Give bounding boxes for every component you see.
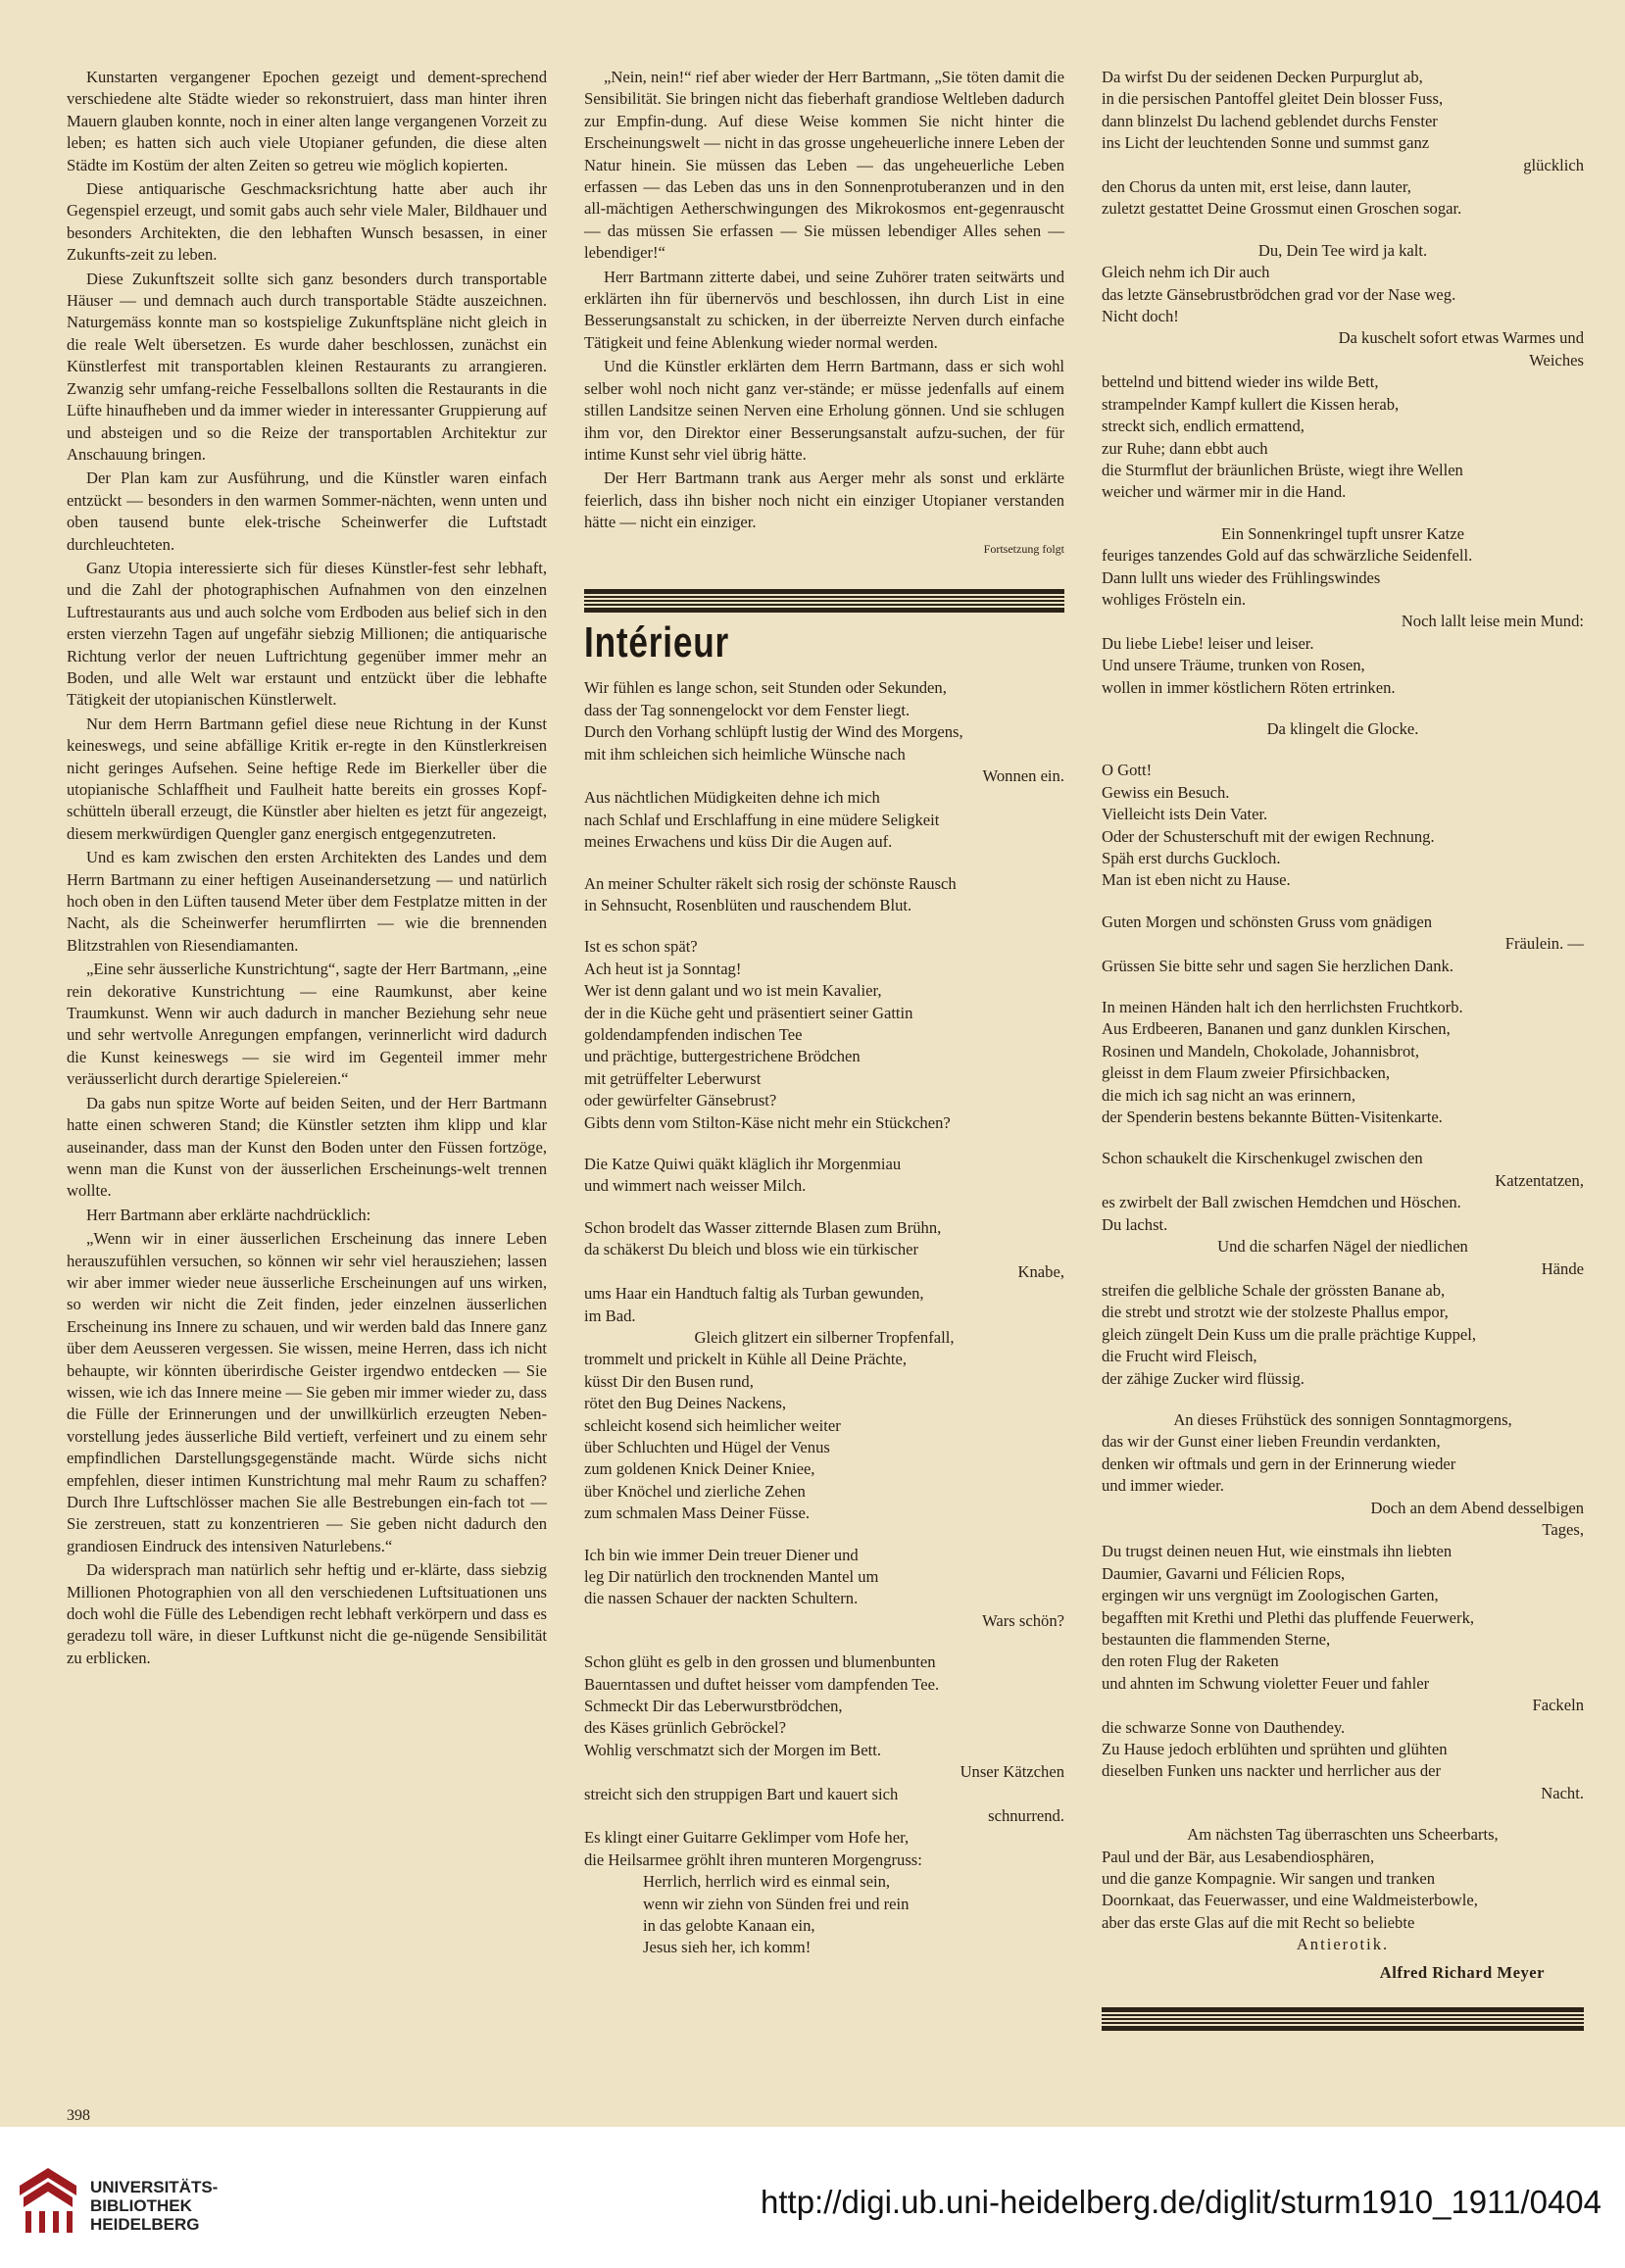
poem-line: die mich ich sag nicht an was erinnern, xyxy=(1102,1085,1355,1105)
continuation-note: Fortsetzung folgt xyxy=(983,541,1064,556)
poem-line: in das gelobte Kanaan ein, xyxy=(643,1916,815,1936)
poem-line: wohliges Frösteln ein. xyxy=(1102,589,1247,609)
poem-line: bestaunten die flammenden Sterne, xyxy=(1102,1630,1331,1649)
poem-line: Knabe, xyxy=(1017,1261,1064,1281)
poem-line: Wonnen ein. xyxy=(982,765,1064,785)
article-paragraph: Der Plan kam zur Ausführung, und die Künstler waren einfach entzückt — besonders in den warmen Sommer-nächten, wenn unten und oben tausend bunte elek-trische Scheinwerfer die Luftstadt durchleuchteten. xyxy=(67,468,547,554)
author-signature: Alfred Richard Meyer xyxy=(1379,1962,1545,1982)
article-paragraph: Herr Bartmann aber erklärte nachdrücklich: xyxy=(86,1205,371,1224)
article-paragraph: Nur dem Herrn Bartmann gefiel diese neue Richtung in der Kunst keineswegs, und seine abfällige Kritik er-regte in den Künstlerkreisen nicht geringes Aufsehen. Seine heftige Rede im Bierkeller über die utopianische Schlaffheit und Faulheit hatte bereits ein grosses Kopf-schütteln überall erzeugt, die Künstler aber hielten es jetzt für angezeigt, diesem merkwürdigen Quengler ganz energisch entgegenzutreten. xyxy=(67,714,547,843)
library-logo-icon xyxy=(18,2166,78,2237)
poem-line: Noch lallt leise mein Mund: xyxy=(1401,612,1584,631)
poem-line: Hände xyxy=(1541,1258,1584,1278)
poem-line: über Knöchel und zierliche Zehen xyxy=(584,1481,806,1501)
poem-line: Ach heut ist ja Sonntag! xyxy=(584,959,742,978)
poem-line: trommelt und prickelt in Kühle all Deine Prächte, xyxy=(584,1350,908,1369)
poem-line: streifen die gelbliche Schale der grössten Banane ab, xyxy=(1102,1280,1446,1300)
poem-line: Ein Sonnenkringel tupft unsrer Katze xyxy=(1221,523,1464,543)
poem-line: Weiches xyxy=(1529,350,1584,370)
poem-line: Da wirfst Du der seidenen Decken Purpurglut ab, xyxy=(1102,68,1423,86)
poem-line: Am nächsten Tag überraschten uns Scheerbarts, xyxy=(1187,1825,1499,1845)
poem-line: Gleich glitzert ein silberner Tropfenfall, xyxy=(694,1327,955,1347)
poem-line: gleisst in dem Flaum zweier Pfirsichbacken, xyxy=(1102,1063,1391,1083)
poem-line: nach Schlaf und Erschlaffung in eine müdere Seligkeit xyxy=(584,810,940,829)
poem-line: Ist es schon spät? xyxy=(584,937,698,957)
poem-line: An dieses Frühstück des sonnigen Sonntagmorgens, xyxy=(1173,1409,1512,1429)
permalink-url[interactable]: http://digi.ub.uni-heidelberg.de/diglit/sturm1910_1911/0404 xyxy=(761,2184,1601,2220)
poem-line: leg Dir natürlich den trocknenden Mantel um xyxy=(584,1566,879,1586)
poem-line: Gibts denn vom Stilton-Käse nicht mehr ein Stückchen? xyxy=(584,1112,951,1132)
poem-line: rötet den Bug Deines Nackens, xyxy=(584,1394,786,1413)
poem-line: Zu Hause jedoch erblühten und sprühten und glühten xyxy=(1102,1740,1448,1759)
article-paragraph: Diese antiquarische Geschmacksrichtung hatte aber auch ihr Gegenspiel erzeugt, und somit gabs auch sehr viele Maler, Bildhauer und besonders Architekten, die den lebhaften Wunsch besassen, in einer Zukunfts-zeit zu leben. xyxy=(67,179,547,265)
library-name-line: HEIDELBERG xyxy=(90,2215,200,2234)
poem-line: meines Erwachens und küss Dir die Augen auf. xyxy=(584,832,893,852)
poem-line: begafften mit Krethi und Plethi das pluffende Feuerwerk, xyxy=(1102,1607,1475,1627)
poem-line: Und unsere Träume, trunken von Rosen, xyxy=(1102,656,1365,675)
poem-line: in Sehnsucht, Rosenblüten und rauschendem Blut. xyxy=(584,896,912,914)
poem-line: Ich bin wie immer Dein treuer Diener und xyxy=(584,1545,859,1564)
poem-line: Durch den Vorhang schlüpft lustig der Wind des Morgens, xyxy=(584,722,963,742)
poem-line: gleich züngelt Dein Kuss um die pralle prächtige Kuppel, xyxy=(1102,1324,1477,1344)
poem-line: Aus nächtlichen Müdigkeiten dehne ich mich xyxy=(584,788,880,808)
poem-line: und wimmert nach weisser Milch. xyxy=(584,1176,807,1196)
article-paragraph: Da gabs nun spitze Worte auf beiden Seiten, und der Herr Bartmann hatte einen schweren Stand; die Künstler setzten ihm klipp und klar auseinander, dass man der Kunst den Boden unter den Füssen fortzöge, wenn man die Kunst von der äusserlichen Erscheinungs-welt trennen wollte. xyxy=(67,1093,547,1201)
poem-line: streicht sich den struppigen Bart und kauert sich xyxy=(584,1784,899,1803)
poem-line: bettelnd und bittend wieder ins wilde Bett, xyxy=(1102,372,1379,392)
poem-line: Rosinen und Mandeln, Chokolade, Johannisbrot, xyxy=(1102,1041,1420,1060)
poem-line: des Käses grünlich Gebröckel? xyxy=(584,1718,786,1738)
poem-line: Daumier, Gavarni und Félicien Rops, xyxy=(1102,1563,1346,1583)
poem-line: Herrlich, herrlich wird es einmal sein, xyxy=(643,1872,891,1892)
poem-line: und ahnten im Schwung violetter Feuer und fahler xyxy=(1102,1673,1430,1693)
poem-line: wollen in immer köstlichern Röten ertrinken. xyxy=(1102,677,1396,697)
poem-line: die strebt und strotzt wie der stolzeste Phallus empor, xyxy=(1102,1303,1449,1322)
poem-line: das wir der Gunst einer lieben Freundin verdankten, xyxy=(1102,1432,1441,1452)
poem-line: Katzentatzen, xyxy=(1495,1170,1584,1190)
article-paragraph: Kunstarten vergangener Epochen gezeigt und dement-sprechend verschiedene alte Städte wieder so rekonstruiert, dass man hinter ihren Mauern glauben konnte, noch in einer alten lange vergangenen Vorzeit zu leben; es hatten sich auch viele Utopianer gefunden, die diese alten Städte im Kostüm der alten Zeiten so getreu wie möglich kopierten. xyxy=(67,68,547,174)
poem-line: Unser Kätzchen xyxy=(960,1762,1064,1782)
poem-line: Paul und der Bär, aus Lesabendiosphären, xyxy=(1102,1847,1375,1866)
poem-line: Es klingt einer Guitarre Geklimper vom Hofe her, xyxy=(584,1828,910,1848)
poem-line: Nicht doch! xyxy=(1102,307,1179,326)
poem-body-part2 xyxy=(1102,67,1584,1934)
poem-line: goldendampfenden indischen Tee xyxy=(584,1025,803,1045)
library-name-line: BIBLIOTHEK xyxy=(90,2196,192,2215)
poem-line: wenn wir ziehn von Sünden frei und rein xyxy=(643,1894,910,1913)
poem-line: ins Licht der leuchtenden Sonne und summst ganz xyxy=(1102,133,1430,153)
article-paragraph: Und die Künstler erklärten dem Herrn Bartmann, dass er sich wohl selber wohl noch nicht ganz ver-stände; er müsse jedenfalls auf einem stillen Landsitze seinen Nerven eine Erholung gönnen. Und sie schlugen ihm vor, den Direktor einer Besserungsanstalt aufzu-suchen, der für intime Kunst sehr viel übrig hätte. xyxy=(584,357,1064,464)
poem-line: Wer ist denn galant und wo ist mein Kavalier, xyxy=(584,981,882,1001)
poem-line: dieselben Funken uns nackter und herrlicher aus der xyxy=(1102,1761,1442,1781)
poem-line: die Frucht wird Fleisch, xyxy=(1102,1347,1257,1366)
poem-line: ums Haar ein Handtuch faltig als Turban gewunden, xyxy=(584,1284,924,1304)
poem-line: mit getrüffelter Leberwurst xyxy=(584,1068,762,1088)
poem-line: Gleich nehm ich Dir auch xyxy=(1102,263,1270,282)
poem-line: Fackeln xyxy=(1532,1696,1584,1715)
poem-line: Doch an dem Abend desselbigen xyxy=(1370,1498,1584,1517)
poem-line: den Chorus da unten mit, erst leise, dann lauter, xyxy=(1102,177,1411,197)
poem-line: dann blinzelst Du lachend geblendet durchs Fenster xyxy=(1102,111,1438,130)
poem-line: den roten Flug der Raketen xyxy=(1102,1652,1279,1671)
column-middle xyxy=(584,67,1064,1959)
poem-line: Wir fühlen es lange schon, seit Stunden oder Sekunden, xyxy=(584,678,947,698)
poem-line: feuriges tanzendes Gold auf das schwärzliche Seidenfell. xyxy=(1102,546,1473,566)
poem-line: aber das erste Glas auf die mit Recht so beliebte xyxy=(1102,1912,1415,1932)
poem-line: Da kuschelt sofort etwas Warmes und xyxy=(1338,328,1584,348)
end-divider xyxy=(1102,2007,1584,2031)
poem-line: weicher und wärmer mir in die Hand. xyxy=(1102,482,1347,502)
poem-line: im Bad. xyxy=(584,1306,636,1325)
poem-line: es zwirbelt der Ball zwischen Hemdchen und Höschen. xyxy=(1102,1193,1461,1212)
section-divider xyxy=(584,589,1064,613)
poem-line: die nassen Schauer der nackten Schultern. xyxy=(584,1589,859,1608)
poem-line: Schmeckt Dir das Leberwurstbrödchen, xyxy=(584,1697,843,1715)
poem-line: Bauerntassen und duftet heisser vom dampfenden Tee. xyxy=(584,1674,940,1694)
poem-line: Und die scharfen Nägel der niedlichen xyxy=(1217,1237,1468,1257)
poem-line: schleicht kosend sich heimlicher weiter xyxy=(584,1415,841,1435)
library-name xyxy=(90,2178,218,2234)
page-number: 398 xyxy=(67,2107,90,2124)
poem-body-part1 xyxy=(584,677,1064,1959)
column-left xyxy=(67,67,547,1671)
poem-line: in die persischen Pantoffel gleitet Dein blosser Fuss, xyxy=(1102,89,1444,109)
poem-line: Man ist eben nicht zu Hause. xyxy=(1102,870,1291,890)
poem-line: An meiner Schulter räkelt sich rosig der schönste Rausch xyxy=(584,873,957,893)
library-name-line: UNIVERSITÄTS- xyxy=(90,2178,219,2196)
poem-line: denken wir oftmals und gern in der Erinnerung wieder xyxy=(1102,1454,1456,1473)
poem-line: In meinen Händen halt ich den herrlichsten Fruchtkorb. xyxy=(1102,998,1463,1017)
poem-line: zur Ruhe; dann ebbt auch xyxy=(1102,438,1268,458)
poem-line: mit ihm schleichen sich heimliche Wünsche nach xyxy=(584,744,906,764)
poem-line: streckt sich, endlich ermattend, xyxy=(1102,417,1305,436)
poem-line: strampelnder Kampf kullert die Kissen herab, xyxy=(1102,394,1400,414)
poem-line: Wars schön? xyxy=(982,1610,1064,1630)
story-continuation xyxy=(584,67,1064,534)
poem-line: Du lachst. xyxy=(1102,1214,1168,1234)
poem-line: Grüssen Sie bitte sehr und sagen Sie herzlichen Dank. xyxy=(1102,956,1453,975)
article-paragraph: „Eine sehr äusserliche Kunstrichtung“, sagte der Herr Bartmann, „eine rein dekorative Kunstrichtung — eine Raumkunst, aber keine Traumkunst. Wenn wir auch dadurch in mancher Beziehung sehr neue und sehr wertvolle Anregungen empfangen, verinnerlicht wird dadurch die Kunst keineswegs — sie wird im Gegenteil immer mehr veräusserlicht durch derartige Spielereien.“ xyxy=(67,960,547,1089)
poem-line: Wohlig verschmatzt sich der Morgen im Bett. xyxy=(584,1740,881,1759)
poem-line: zum goldenen Knick Deiner Kniee, xyxy=(584,1459,815,1479)
poem-line: küsst Dir den Busen rund, xyxy=(584,1371,754,1391)
poem-line: oder gewürfelter Gänsebrust? xyxy=(584,1091,777,1110)
poem-closing-word: Antierotik. xyxy=(1296,1935,1390,1954)
poem-line: Doornkaat, das Feuerwasser, und eine Waldmeisterbowle, xyxy=(1102,1891,1478,1910)
poem-line: Nacht. xyxy=(1541,1783,1584,1802)
poem-line: das letzte Gänsebrustbrödchen grad vor der Nase weg. xyxy=(1102,284,1456,304)
poem-line: Die Katze Quiwi quäkt kläglich ihr Morgenmiau xyxy=(584,1155,902,1174)
poem-line: da schäkerst Du bleich und bloss wie ein türkischer xyxy=(584,1240,919,1259)
article-paragraph: „Wenn wir in einer äusserlichen Erscheinung das innere Leben herauszufühlen versuchen, so können wir sehr viel herausziehen; lassen wir aber immer wieder neue äusserliche Erscheinungen auf uns wirken, so werden wir nicht die Zeit finden, jeder einzelnen äusserlichen Erscheinung ins Innere zu schauen, und wir werden bald das Innere ganz über dem Aeusseren vergessen. Sie wissen, meine Herren, dass ich nicht behaupte, wir könnten überirdische Geister irgendwo entdecken — Sie wissen, wie ich das Innere meine — Sie geben mir immer wieder zu, dass die Fülle der Erinnerungen und der unwillkürlich erzeugten Neben-vorstellung jedes äusserliche Bild vertieft, verfeinert und zu einem sehr empfindlichen Darstellungsgegenstände macht. Würde sichs nicht empfehlen, dieser intimen Kunstrichtung mal mehr Raum zu schaffen? Durch Ihre Luftschlösser machen Sie alle Bestrebungen ein-fach tot — Sie zerstreuen, statt zu konzentrieren — Sie geben nicht dadurch den grandiosen Eindruck des intensiven Naturlebens.“ xyxy=(67,1229,547,1555)
poem-line: der zähige Zucker wird flüssig. xyxy=(1102,1368,1305,1388)
poem-line: Oder der Schusterschuft mit der ewigen Rechnung. xyxy=(1102,826,1435,846)
poem-line: Tages, xyxy=(1542,1519,1584,1539)
article-paragraph: Herr Bartmann zitterte dabei, und seine Zuhörer traten seitwärts und erklärten ihn für übernervös und beschlossen, ihn durch List in eine Besserungsanstalt zu schicken, in der überreizte Nerven durch einfache Tätigkeit und feine Ablenkung wieder normal werden. xyxy=(584,267,1064,352)
poem-line: Guten Morgen und schönsten Gruss vom gnädigen xyxy=(1102,912,1433,931)
poem-line: Aus Erdbeeren, Bananen und ganz dunklen Kirschen, xyxy=(1102,1019,1451,1039)
poem-line: Vielleicht ists Dein Vater. xyxy=(1102,805,1268,824)
poem-line: und die ganze Kompagnie. Wir sangen und tranken xyxy=(1102,1869,1436,1889)
poem-line: die Heilsarmee gröhlt ihren munteren Morgengruss: xyxy=(584,1849,922,1869)
poem-line: Schon schaukelt die Kirschenkugel zwischen den xyxy=(1102,1149,1423,1168)
poem-line: Du trugst deinen neuen Hut, wie einstmals ihn liebten xyxy=(1102,1542,1453,1561)
digitization-footer xyxy=(0,2127,1625,2268)
poem-line: Gewiss ein Besuch. xyxy=(1102,782,1230,802)
poem-line: O Gott! xyxy=(1102,761,1153,780)
poem-line: glücklich xyxy=(1523,155,1584,174)
poem-line: Späh erst durchs Guckloch. xyxy=(1102,849,1281,867)
poem-line: und prächtige, buttergestrichene Brödchen xyxy=(584,1047,861,1066)
poem-line: dass der Tag sonnengelockt vor dem Fenster liegt. xyxy=(584,700,911,719)
poem-line: Dann lullt uns wieder des Frühlingswindes xyxy=(1102,567,1381,587)
poem-line: Du liebe Liebe! leiser und leiser. xyxy=(1102,633,1314,653)
poem-title: Intérieur xyxy=(584,617,730,666)
poem-line: die Sturmflut der bräunlichen Brüste, wiegt ihre Wellen xyxy=(1102,460,1463,479)
poem-line: Du, Dein Tee wird ja kalt. xyxy=(1257,240,1428,260)
article-paragraph: Diese Zukunftszeit sollte sich ganz besonders durch transportable Häuser — und demnach auch durch transportable Städte auszeichnen. Naturgemäss konnte man so kostspielige Zukunftspläne nicht gleich in die reale Welt übersetzen. Es wurde daher beschlossen, zunächst ein Künstlerfest mit transportablen kleinen Restaurants zu arrangieren. Zwanzig sehr umfang-reiche Fesselballons sollten die Restaurants in die Lüfte hinaufheben und da immer wieder in interessanter Gruppierung auf und absteigen und so die Reize der transportablen Architektur zur Anschauung bringen. xyxy=(67,269,547,464)
poem-line: Schon glüht es gelb in den grossen und blumenbunten xyxy=(584,1652,936,1672)
article-paragraph: Der Herr Bartmann trank aus Aerger mehr als sonst und erklärte feierlich, dass ihn bisher noch nicht ein einziger Utopianer verstanden hätte — nicht ein einziger. xyxy=(584,468,1064,532)
poem-line: über Schluchten und Hügel der Venus xyxy=(584,1437,830,1456)
poem-line: zum schmalen Mass Deiner Füsse. xyxy=(584,1504,810,1523)
column-right xyxy=(1102,67,1584,2031)
article-paragraph: „Nein, nein!“ rief aber wieder der Herr Bartmann, „Sie töten damit die Sensibilität. Sie bringen nicht das fieberhaft grandiose Weltleben dadurch zur Empfin-dung. Auf diese Weise kommen Sie nicht hinter die Erscheinungswelt — nicht in das grosse ungeheuerliche innere Leben der Natur hinein. Sie müssen das Leben — das ungeheuerliche Leben erfassen — das Leben das uns in den Sonnenprotuberanzen und in den all-mächtigen Aetherschwingungen des Mikrokosmos ent-gegenrauscht — das müssen Sie erfassen — Sie müssen lebendiger Alles sehen — lebendiger!“ xyxy=(584,68,1064,263)
article-paragraph: Da widersprach man natürlich sehr heftig und er-klärte, dass siebzig Millionen Photographien von all den verschiedenen Luftsituationen uns doch wohl die Fülle des Lebendigen recht lebhaft verkörpern und dass es geradezu toll wäre, in dieser Luftkunst nicht die ge-nügende Sensibilität zu erblicken. xyxy=(67,1560,547,1667)
poem-line: die schwarze Sonne von Dauthendey. xyxy=(1102,1717,1346,1737)
article-paragraph: Und es kam zwischen den ersten Architekten des Landes und dem Herrn Bartmann zu einer heftigen Auseinandersetzung — und natürlich hoch oben in den Lüften tausend Meter über dem Festplatze mitten in der Nacht, als die Scheinwerfer herumflirrten — wie die brennenden Blitzstrahlen von Riesendiamanten. xyxy=(67,848,547,955)
poem-line: der Spenderin bestens bekannte Bütten-Visitenkarte. xyxy=(1102,1108,1443,1127)
poem-line: schnurrend. xyxy=(988,1806,1064,1826)
poem-line: zuletzt gestattet Deine Grossmut einen Groschen sogar. xyxy=(1102,199,1462,219)
poem-line: Fräulein. — xyxy=(1504,934,1584,954)
poem-line: der in die Küche geht und präsentiert seiner Gattin xyxy=(584,1003,913,1022)
article-paragraph: Ganz Utopia interessierte sich für dieses Künstler-fest sehr lebhaft, und die Zahl der photographischen Aufnahmen von den einzelnen Luftrestaurants aus und auch solche vom Erdboden aus belief sich in den ersten vierzehn Tagen auf ungefähr siebzig Millionen; die antiquarische Richtung verlor der neuen Luftrichtung gegenüber immer mehr an Boden, und alle Welt war erstaunt und entzückt über die lebhafte Tätigkeit der utopianischen Künstlerwelt. xyxy=(67,558,547,710)
poem-line: Jesus sieh her, ich komm! xyxy=(643,1938,812,1957)
poem-line: Da klingelt die Glocke. xyxy=(1266,718,1419,738)
poem-line: ergingen wir uns vergnügt im Zoologischen Garten, xyxy=(1102,1586,1439,1605)
poem-line: und immer wieder. xyxy=(1102,1476,1224,1496)
poem-line: Schon brodelt das Wasser zitternde Blasen zum Brühn, xyxy=(584,1217,942,1237)
